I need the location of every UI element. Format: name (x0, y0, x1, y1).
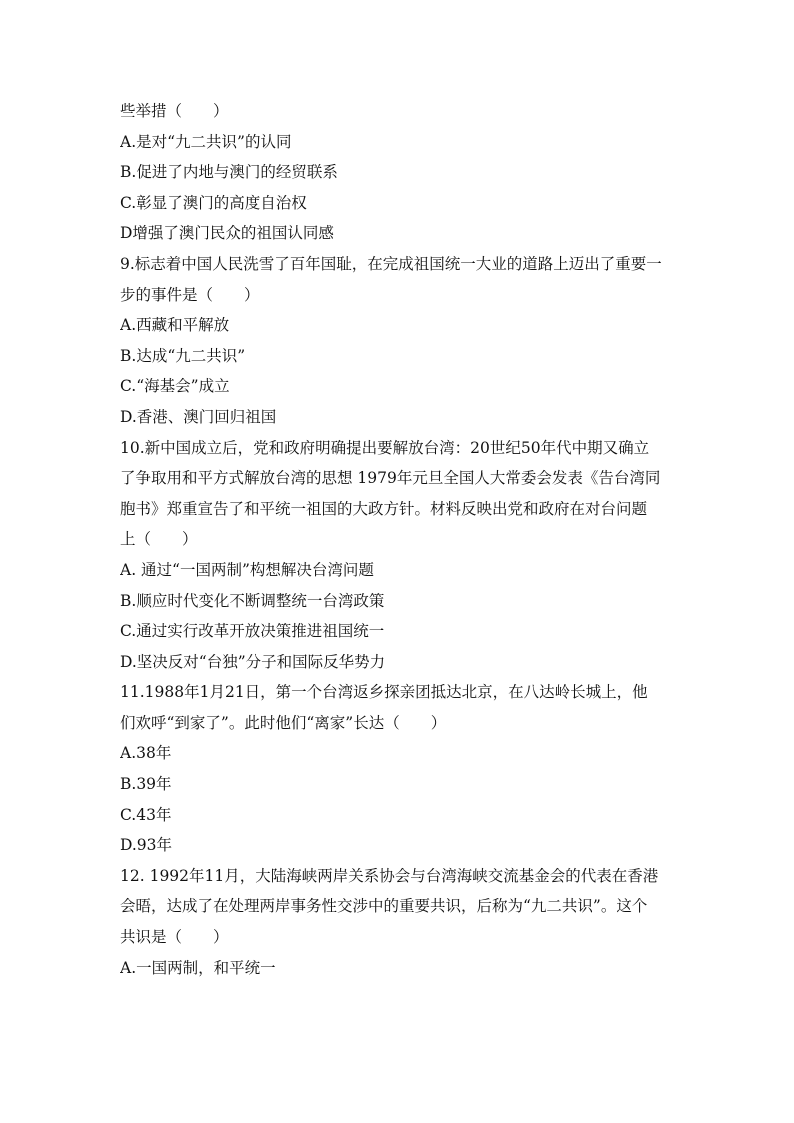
q9-option-b: B.达成“九二共识” (120, 346, 246, 365)
q9-option-c: C.“海基会”成立 (120, 377, 230, 396)
q11-stem-line-2: 们欢呼“到家了”。此时他们“离家”长达（ ） (120, 713, 447, 732)
q8-stem-continued: 些举措（ ） (120, 102, 229, 120)
q10-stem-line-2: 了争取用和平方式解放台湾的思想 1979年元旦全国人大常委会发表《告台湾同 (120, 469, 661, 488)
q8-option-c: C.彰显了澳门的高度自治权 (120, 193, 307, 212)
q8-option-d: D增强了澳门民众的祖国认同感 (120, 224, 334, 243)
q11-option-a: A.38年 (120, 744, 172, 763)
q11-stem-line-1: 11.1988年1月21日，第一个台湾返乡探亲团抵达北京，在八达岭长城上，他 (120, 683, 648, 702)
q8-option-a: A.是对“九二共识”的认同 (120, 132, 292, 151)
document-page (120, 96, 680, 983)
q9-option-d: D.香港、澳门回归祖国 (120, 407, 277, 426)
q12-stem-line-1: 12. 1992年11月，大陆海峡两岸关系协会与台湾海峡交流基金会的代表在香港 (120, 866, 659, 885)
q10-stem-line-3: 胞书》郑重宣告了和平统一祖国的大政方针。材料反映出党和政府在对台问题 (120, 499, 648, 518)
q11-option-b: B.39年 (120, 775, 172, 794)
q11-option-c: C.43年 (120, 805, 172, 824)
q10-option-a: A. 通过“一国两制”构想解决台湾问题 (120, 560, 374, 579)
q10-option-b: B.顺应时代变化不断调整统一台湾政策 (120, 591, 385, 610)
q10-option-d: D.坚决反对“台独”分子和国际反华势力 (120, 652, 386, 671)
q10-stem-line-1: 10.新中国成立后，党和政府明确提出要解放台湾：20世纪50年代中期又确立 (120, 438, 650, 457)
q9-option-a: A.西藏和平解放 (120, 316, 230, 335)
q8-option-b: B.促进了内地与澳门的经贸联系 (120, 163, 338, 182)
q11-option-d: D.93年 (120, 836, 173, 855)
q10-stem-line-4: 上（ ） (120, 530, 198, 549)
q9-stem-line-1: 9.标志着中国人民洗雪了百年国耻，在完成祖国统一大业的道路上迈出了重要一 (120, 254, 662, 273)
q12-stem-line-3: 共识是（ ） (120, 928, 229, 947)
q12-stem-line-2: 会晤，达成了在处理两岸事务性交涉中的重要共识，后称为“九二共识”。这个 (120, 897, 648, 916)
q9-stem-line-2: 步的事件是（ ） (120, 285, 260, 304)
q12-option-a: A.一国两制，和平统一 (120, 958, 276, 977)
q10-option-c: C.通过实行改革开放决策推进祖国统一 (120, 622, 385, 641)
